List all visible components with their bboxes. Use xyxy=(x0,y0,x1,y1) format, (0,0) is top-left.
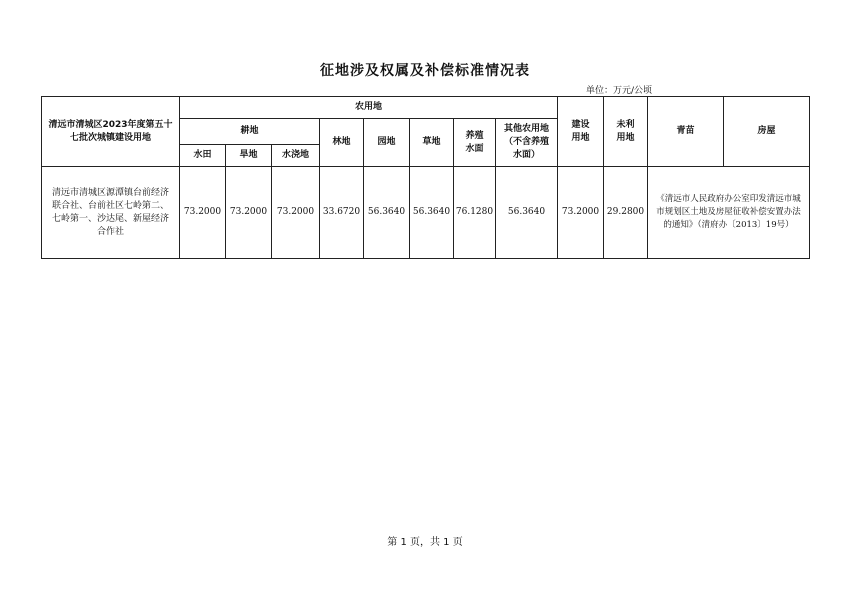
irrigated-value: 73.2000 xyxy=(272,167,320,259)
other-agri-header: 其他农用地（不含养殖水面） xyxy=(496,119,558,167)
houses-header: 房屋 xyxy=(724,97,810,167)
forest-header: 林地 xyxy=(320,119,364,167)
dry-land-value: 73.2000 xyxy=(226,167,272,259)
compensation-table xyxy=(41,96,810,259)
construction-land-header: 建设用地 xyxy=(558,97,604,167)
paddy-value: 73.2000 xyxy=(180,167,226,259)
forest-value: 33.6720 xyxy=(320,167,364,259)
compensation-basis-cell: 《清远市人民政府办公室印发清远市城市规划区土地及房屋征收补偿安置办法的通知》（清府办〔2013〕19号） xyxy=(648,167,810,259)
aquaculture-header: 养殖水面 xyxy=(454,119,496,167)
agri-land-header: 农用地 xyxy=(180,97,558,119)
page-footer: 第 1 页，共 1 页 xyxy=(387,537,463,548)
grass-value: 56.3640 xyxy=(410,167,454,259)
garden-header: 园地 xyxy=(364,119,410,167)
construction-value: 73.2000 xyxy=(558,167,604,259)
unused-value: 29.2800 xyxy=(604,167,648,259)
crops-header: 青苗 xyxy=(648,97,724,167)
other-agri-value: 56.3640 xyxy=(496,167,558,259)
table-row xyxy=(42,167,810,259)
unused-land-header: 未利用地 xyxy=(604,97,648,167)
dry-land-header: 旱地 xyxy=(226,145,272,167)
aquaculture-value: 76.1280 xyxy=(454,167,496,259)
location-cell: 清远市清城区源潭镇台前经济联合社、台前社区七岭第二、七岭第一、沙达尾、新屋经济合作社 xyxy=(42,167,180,259)
document-title: 征地涉及权属及补偿标准情况表 xyxy=(320,63,530,79)
garden-value: 56.3640 xyxy=(364,167,410,259)
paddy-header: 水田 xyxy=(180,145,226,167)
arable-land-header: 耕地 xyxy=(180,119,320,145)
unit-label: 单位：万元/公顷 xyxy=(586,86,653,96)
header-row-1 xyxy=(42,97,810,119)
grass-header: 草地 xyxy=(410,119,454,167)
irrigated-land-header: 水浇地 xyxy=(272,145,320,167)
project-header: 清远市清城区2023年度第五十七批次城镇建设用地 xyxy=(42,97,180,167)
